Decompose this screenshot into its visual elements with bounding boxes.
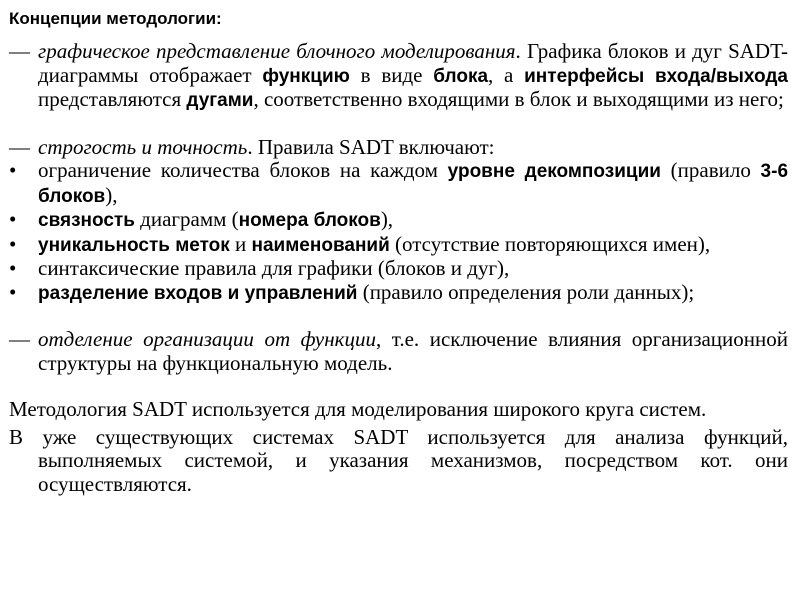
- paragraph-sadt-usage: Методология SADT используется для моделирования широкого круга систем.: [9, 397, 707, 421]
- dash-marker: —: [9, 39, 30, 63]
- spacer: [9, 305, 788, 328]
- bold-term: уникальность меток: [38, 234, 230, 256]
- spacer: [9, 375, 788, 398]
- dash-marker: —: [9, 134, 30, 159]
- text-run: . Графика блоков и дуг SADT-диаграммы отображает: [38, 39, 788, 87]
- paragraph-separation-of-organization: [9, 328, 788, 375]
- text-run: и: [229, 231, 252, 256]
- bold-term: уровне декомпозиции: [447, 161, 661, 182]
- bullet-item-uniqueness: [9, 233, 788, 258]
- bullet-marker: •: [9, 158, 17, 182]
- bold-term: функцию: [262, 65, 350, 87]
- bold-term: дугами: [186, 90, 254, 111]
- text-run: , соответственно входящими в блок и выходящими из него;: [253, 87, 784, 111]
- italic-term: графическое представление блочного моделирования: [38, 39, 516, 63]
- paragraph-sadt-existing-systems: В уже существующих системах SADT используется для анализа функций, выполняемых системой, и указания механизмов, посредством кот. они осуществляются.: [9, 424, 788, 496]
- bold-term: интерфейсы входа/выхода: [524, 65, 788, 87]
- dash-marker: —: [9, 327, 30, 351]
- slide-title: Концепции методологии:: [9, 9, 222, 28]
- text-run: синтаксические правила для графики (блоков и дуг),: [38, 256, 510, 280]
- bullet-item-decomposition: [9, 159, 788, 208]
- bold-term: наименований: [251, 234, 390, 256]
- spacer: [9, 113, 788, 136]
- text-run: ограничение количества блоков на каждом: [38, 158, 448, 182]
- bold-term: связность: [38, 210, 135, 231]
- text-run: представляются: [38, 87, 187, 111]
- paragraph-graphic-representation: [9, 40, 788, 113]
- text-run: ),: [380, 207, 394, 231]
- text-run: диаграмм (: [134, 207, 239, 231]
- text-run: (правило: [660, 158, 761, 182]
- text-run: ),: [105, 182, 118, 207]
- bold-term: 3-6 блоков: [38, 161, 789, 207]
- text-run: (отсутствие повторяющихся имен),: [389, 231, 711, 256]
- paragraph-rigor-precision: [9, 136, 788, 160]
- text-run: , а: [488, 62, 525, 87]
- text-run: (правило определения роли данных);: [357, 279, 695, 304]
- bold-term: блока: [433, 65, 489, 87]
- bullet-marker: •: [9, 207, 17, 231]
- bullet-item-syntax: [9, 257, 788, 281]
- bold-term: номера блоков: [238, 210, 381, 231]
- bold-term: разделение входов и управлений: [38, 282, 358, 304]
- italic-term: строгость и точность: [38, 134, 248, 159]
- bullet-item-separation: [9, 281, 788, 306]
- text-run: , т.е. исключение влияния организационной структуры на функциональную модель.: [38, 327, 788, 375]
- text-run: в виде: [349, 62, 434, 87]
- bullet-marker: •: [9, 231, 17, 256]
- text-run: . Правила SADT включают:: [247, 134, 495, 159]
- bullet-marker: •: [9, 256, 17, 280]
- bullet-marker: •: [9, 279, 17, 304]
- bullet-item-connectivity: [9, 208, 788, 233]
- italic-term: отделение организации от функции: [38, 327, 376, 351]
